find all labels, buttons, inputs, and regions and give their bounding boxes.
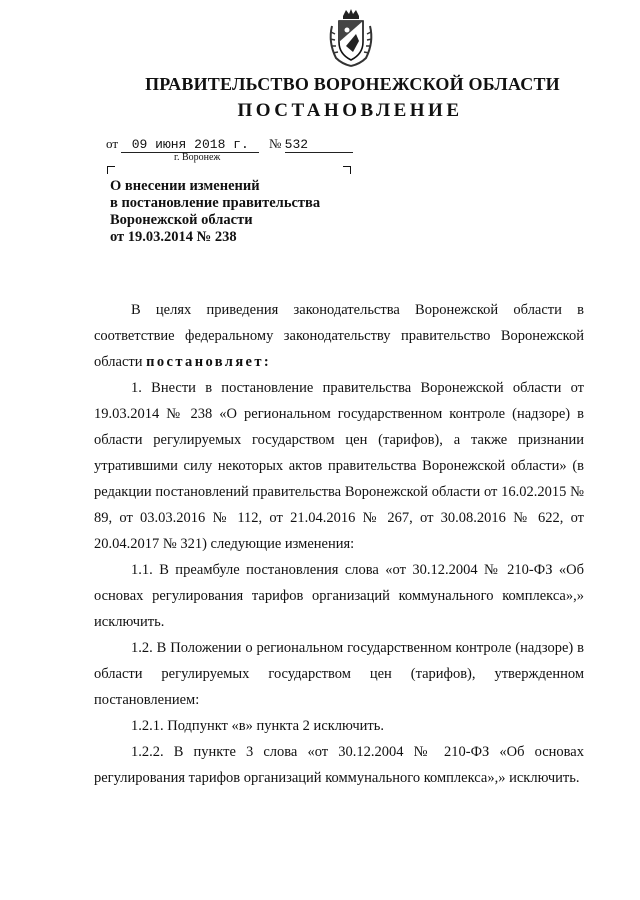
document-date-number-line <box>106 136 353 153</box>
coat-of-arms-icon <box>326 8 376 70</box>
document-type-heading: ПОСТАНОВЛЕНИЕ <box>237 100 463 121</box>
document-subject <box>110 178 320 246</box>
preamble-paragraph <box>94 297 584 375</box>
organization-title: ПРАВИТЕЛЬСТВО ВОРОНЕЖСКОЙ ОБЛАСТИ <box>145 74 560 94</box>
document-body <box>94 297 584 791</box>
clause-1-2: 1.2. В Положении о региональном государственном контроле (надзоре) в области регулируемых государством цен (тарифов), утвержденном постановлением: <box>94 640 584 708</box>
subject-line: О внесении изменений <box>110 178 260 194</box>
subject-bracket-left <box>107 166 115 174</box>
resolution-keyword: постановляет: <box>146 354 272 370</box>
date-prefix: от <box>106 136 119 151</box>
subject-bracket-right <box>343 166 351 174</box>
clause-1-2-1: 1.2.1. Подпункт «в» пункта 2 исключить. <box>131 718 384 734</box>
clause-1-2-2: 1.2.2. В пункте 3 слова «от 30.12.2004 № 210-ФЗ «Об основах регулирования тарифов организаций коммунального комплекса»,» исключить. <box>94 744 584 786</box>
document-date: 09 июня 2018 г. <box>121 138 259 153</box>
subject-line: в постановление правительства <box>110 195 321 211</box>
clause-1-1: 1.1. В преамбуле постановления слова «от 30.12.2004 № 210-ФЗ «Об основах регулирования тарифов организаций коммунального комплекса»,» исключить. <box>94 562 584 630</box>
subject-line: от 19.03.2014 № 238 <box>110 229 237 245</box>
preamble-text: В целях приведения законодательства Воронежской области в соответствие федеральному законодательству правительство Воронежской области <box>94 302 584 370</box>
city-label: г. Воронеж <box>174 152 221 163</box>
subject-line: Воронежской области <box>110 212 253 228</box>
clause-1: 1. Внести в постановление правительства Воронежской области от 19.03.2014 № 238 «О региональном государственном контроле (надзоре) в области регулируемых государством цен (тарифов), а также признании утратившими силу некоторых актов правительства Воронежской области» (в редакции постановлений правительства Воронежской области от 16.02.2015 № 89, от 03.03.2016 № 112, от 21.04.2016 № 267, от 30.08.2016 № 622, от 20.04.2017 № 321) следующие изменения: <box>94 380 584 552</box>
number-prefix: № <box>269 136 282 151</box>
document-number: 532 <box>285 138 353 153</box>
